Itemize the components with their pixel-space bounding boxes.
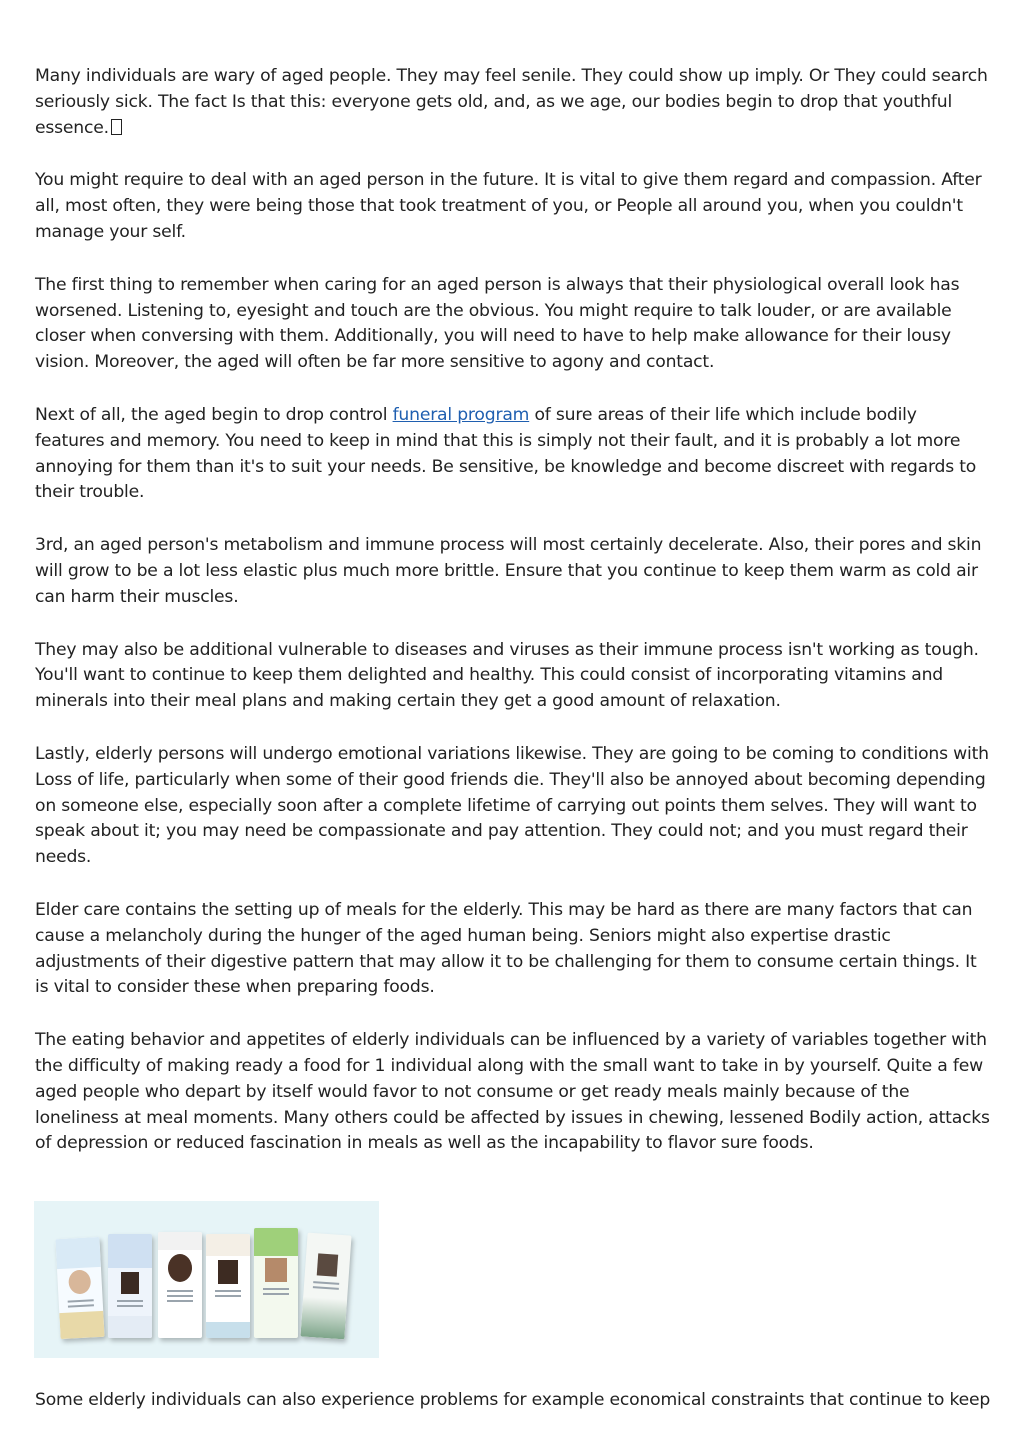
paragraph-4 (35, 403, 990, 506)
paragraph-1-text: Many individuals are wary of aged people. They may feel senile. They could show up imply. Or They could search seriously sick. The fact Is that this: everyone gets old, and, as we age, our bodies begin to drop that youthful essence. (35, 66, 988, 138)
paragraph-6: They may also be additional vulnerable to diseases and viruses as their immune process isn't working as tough. You'll want to continue to keep them delighted and healthy. This could consist of incorporating vitamins and minerals into their meal plans and making certain they get a good amount of relaxation. (35, 639, 979, 712)
paragraph-9: The eating behavior and appetites of elderly individuals can be influenced by a variety of variables together with the difficulty of making ready a food for 1 individual along with the small want to take in by yourself. Quite a few aged people who depart by itself would favor to not consume or get ready meals mainly because of the loneliness at meal moments. Many others could be affected by issues in chewing, lessened Bodily action, attacks of depression or reduced fascination in meals as well as the incapability to flavor sure foods. (35, 1030, 990, 1154)
paragraph-4-after: of sure areas of their life which include bodily features and memory. You need to keep in mind that this is simply not their fault, and it is probably a lot more annoying for them than it's to suit your needs. Be sensitive, be knowledge and become discreet with regards to their trouble. (35, 404, 977, 503)
funeral-program-templates-image (34, 1201, 379, 1358)
unknown-glyph (111, 119, 122, 135)
program-card-3 (158, 1232, 202, 1338)
final-paragraph: Some elderly individuals can also experience problems for example economical constraints that continue to keep (35, 1390, 991, 1410)
program-card-6 (300, 1233, 351, 1340)
paragraph-3: The first thing to remember when caring for an aged person is always that their physiological overall look has worsened. Listening to, eyesight and touch are the obvious. You might require to talk louder, or are available closer when conversing with them. Additionally, you will need to have to help make allowance for their lousy vision. Moreover, the aged will often be far more sensitive to agony and contact. (35, 274, 960, 373)
program-card-1 (55, 1237, 104, 1339)
program-card-4 (206, 1234, 250, 1338)
paragraph-4-before: Next of all, the aged begin to drop control (35, 404, 393, 425)
paragraph-5: 3rd, an aged person's metabolism and immune process will most certainly decelerate. Also, their pores and skin will grow to be a lot less elastic plus much more brittle. Ensure that you continue to keep them warm as cold air can harm their muscles. (35, 535, 982, 607)
program-card-2 (108, 1234, 152, 1338)
funeral-program-link[interactable]: funeral program (392, 404, 530, 425)
paragraph-7: Lastly, elderly persons will undergo emotional variations likewise. They are going to be coming to conditions with Loss of life, particularly when some of their good friends die. They'll also be annoyed about becoming depending on someone else, especially soon after a complete lifetime of carrying out points them selves. They will want to speak about it; you may need be compassionate and pay attention. They could not; and you must regard their needs. (35, 743, 989, 868)
paragraph-8: Elder care contains the setting up of meals for the elderly. This may be hard as there are many factors that can cause a melancholy during the hunger of the aged human being. Seniors might also expertise drastic adjustments of their digestive pattern that may allow it to be challenging for them to consume certain things. It is vital to consider these when preparing foods. (35, 899, 977, 998)
program-card-5 (254, 1228, 298, 1338)
paragraph-1 (35, 64, 990, 141)
paragraph-2: You might require to deal with an aged person in the future. It is vital to give them regard and compassion. After all, most often, they were being those that took treatment of you, or People all around you, when you couldn't manage your self. (35, 170, 982, 242)
document-body (35, 64, 990, 1184)
